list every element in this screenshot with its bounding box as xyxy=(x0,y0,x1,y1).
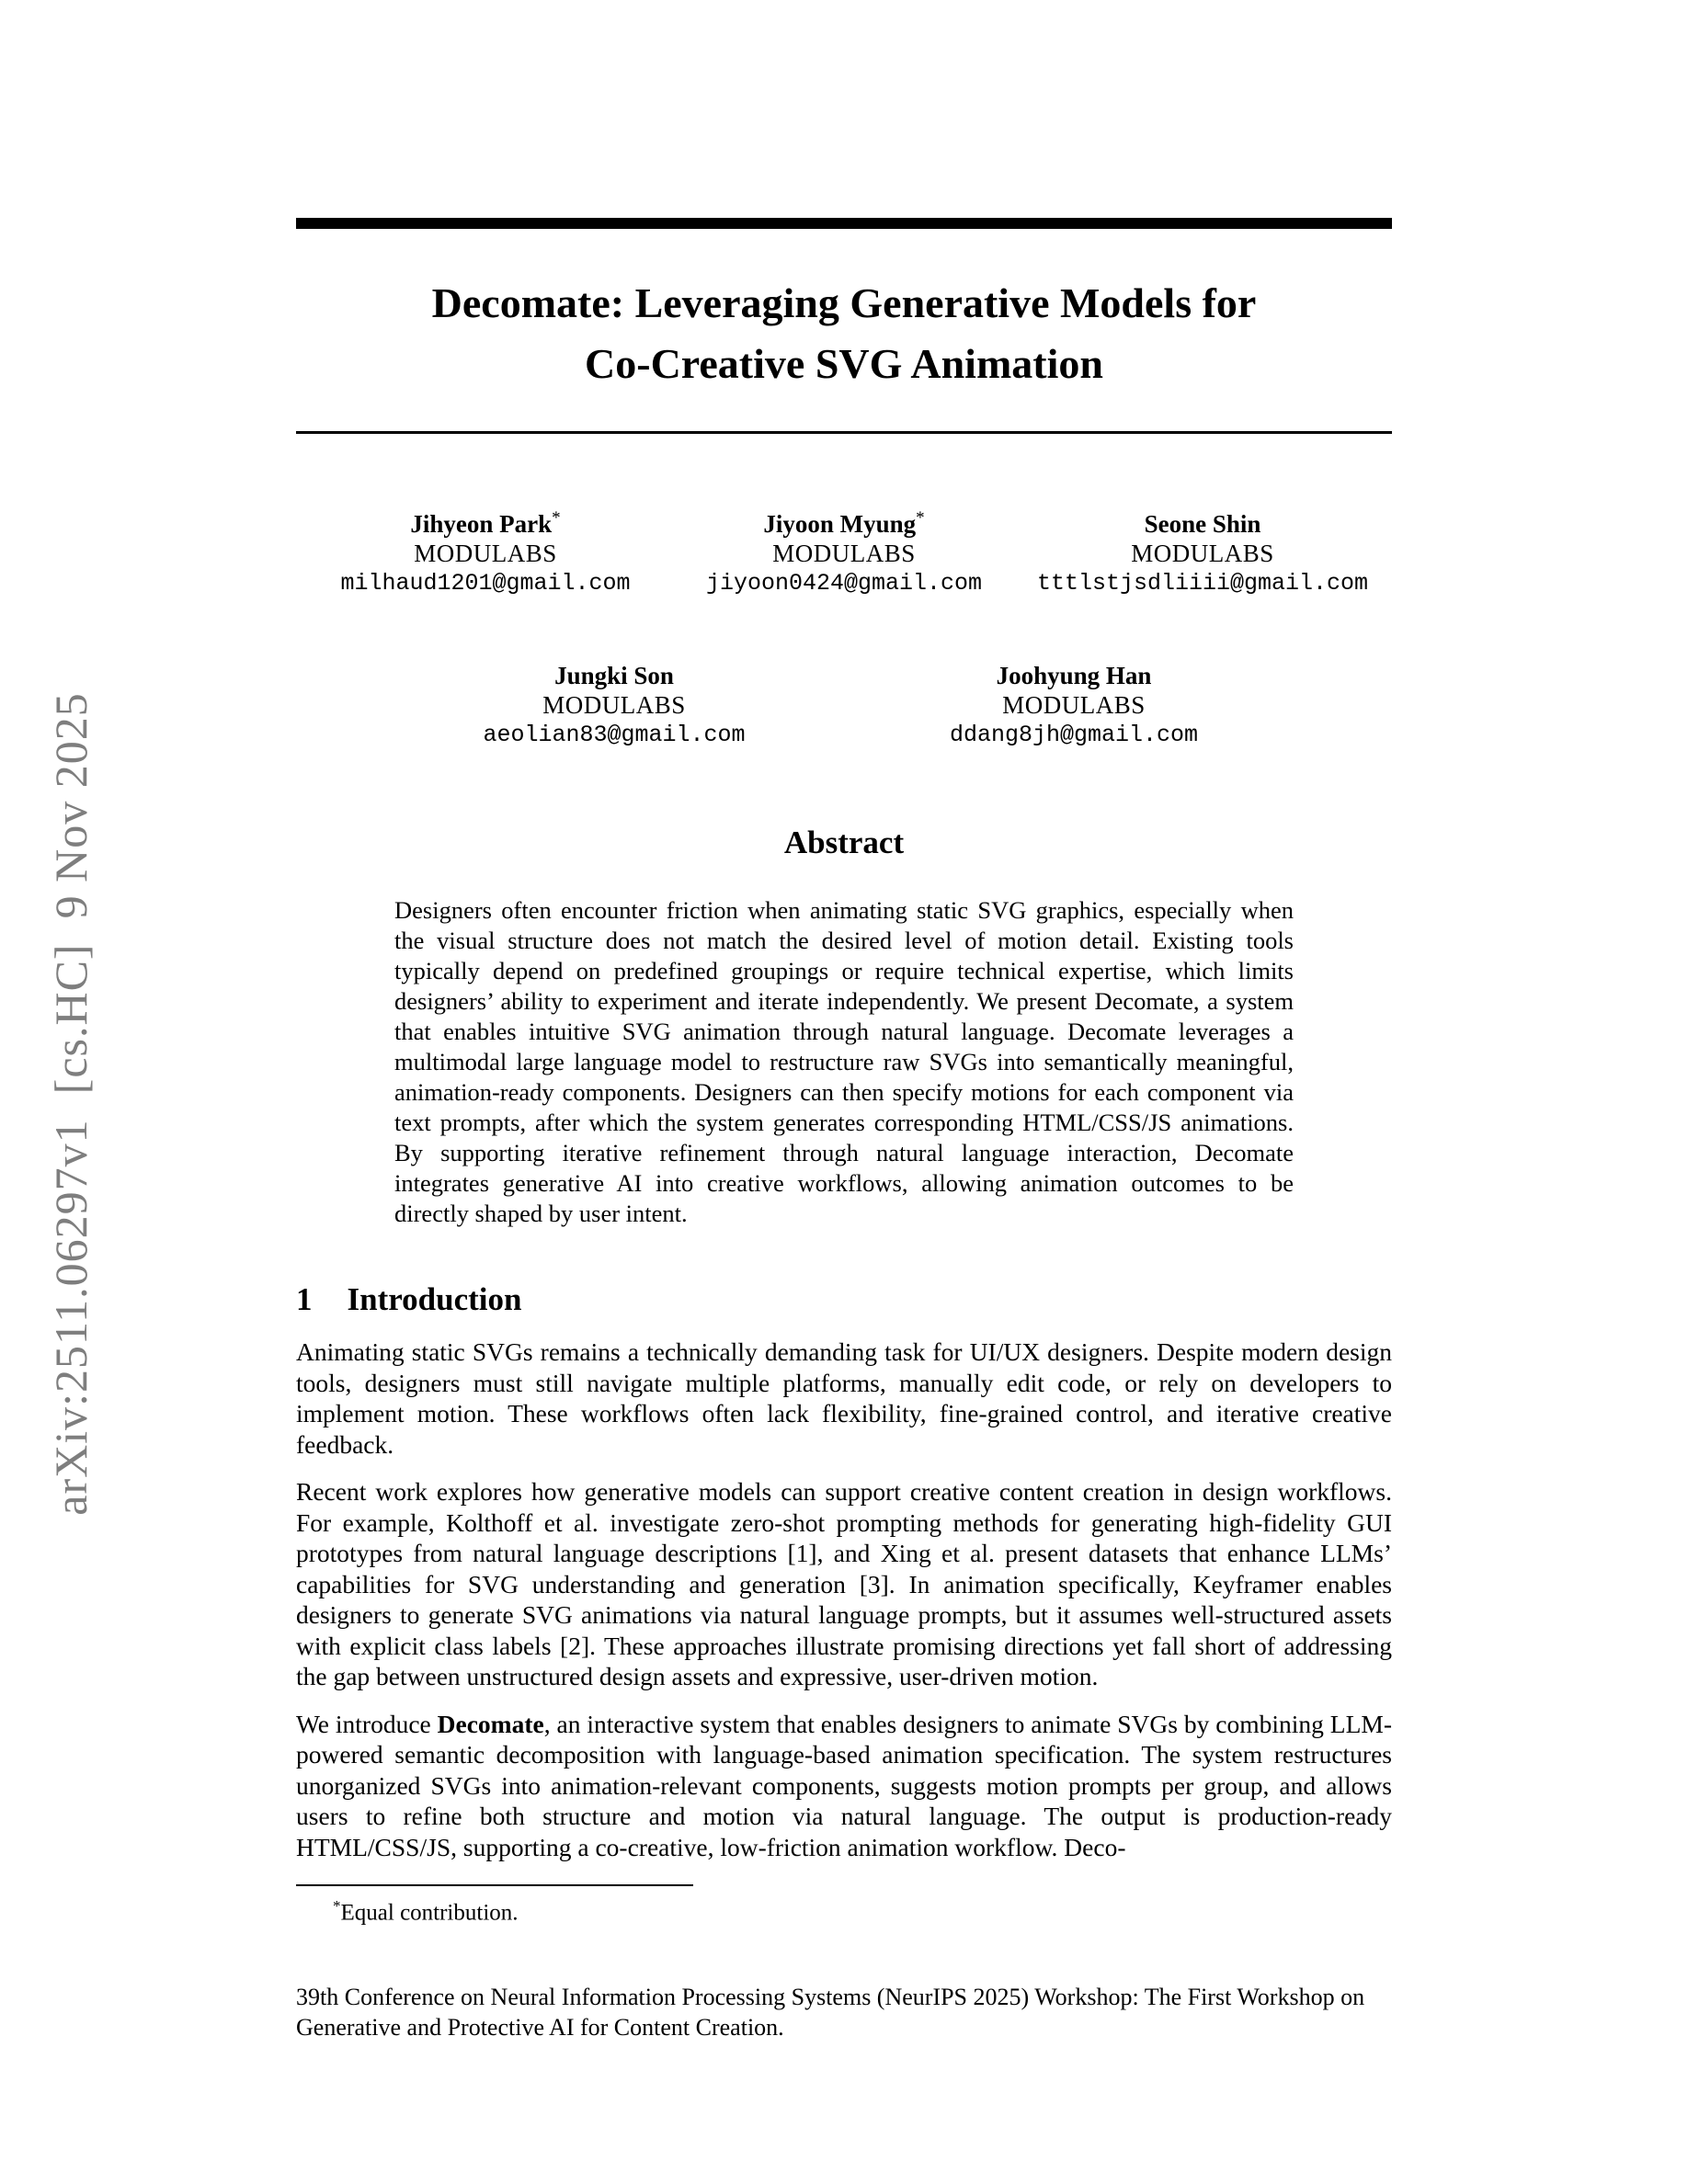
author-block-jihyeon-park xyxy=(306,504,665,598)
arxiv-watermark: arXiv:2511.06297v1 [cs.HC] 9 Nov 2025 xyxy=(45,692,97,1516)
author-name xyxy=(306,504,665,539)
author-name-text: Jiyoon Myung xyxy=(763,510,917,538)
author-email: milhaud1201@gmail.com xyxy=(340,570,631,597)
intro-paragraph-3-pre: We introduce xyxy=(296,1709,438,1738)
section-title: Introduction xyxy=(347,1281,522,1317)
footnote-equal-contribution xyxy=(296,1892,1392,1927)
author-name-text: Jungki Son xyxy=(554,662,674,689)
author-block-seone-shin xyxy=(1023,504,1382,598)
author-name xyxy=(384,655,844,690)
author-email: jiyoon0424@gmail.com xyxy=(705,570,983,597)
author-affiliation: MODULABS xyxy=(772,540,916,567)
conference-footer xyxy=(296,1982,1392,2042)
section-number: 1 xyxy=(296,1281,313,1317)
page-content xyxy=(296,0,1392,2042)
author-block-jiyoon-myung xyxy=(665,504,1023,598)
author-affiliation: MODULABS xyxy=(542,691,686,719)
intro-paragraph-3 xyxy=(296,1709,1392,1863)
author-name-text: Joohyung Han xyxy=(996,662,1152,689)
authors-row-1 xyxy=(306,504,1382,598)
abstract-text: Designers often encounter friction when animating static SVG graphics, especially when the visual structure does not match the desired level of motion detail. Existing tools typically depend on predefined groupings or require technical expertise, which limits designers’ ability to experiment and iterate independently. We present Decomate, a system that enables intuitive SVG animation through natural language. Decomate leverages a multimodal large language model to restructure raw SVGs into semantically meaningful, animation-ready components. Designers can then specify motions for each component via text prompts, after which the system generates corresponding HTML/CSS/JS animations. By supporting iterative refinement through natural language interaction, Decomate integrates generative AI into creative workflows, allowing animation outcomes to be directly shaped by user intent. xyxy=(394,896,1294,1227)
footnote-rule xyxy=(296,1884,693,1886)
conference-footer-line-1: 39th Conference on Neural Information Processing Systems (NeurIPS 2025) Workshop: The First Workshop on xyxy=(296,1984,1365,2011)
author-name xyxy=(665,504,1023,539)
author-block-joohyung-han xyxy=(844,655,1304,750)
abstract-heading: Abstract xyxy=(783,825,905,860)
equal-contribution-mark: * xyxy=(916,508,925,528)
paper-title-line-1: Decomate: Leveraging Generative Models for xyxy=(431,279,1257,326)
author-name-text: Jihyeon Park xyxy=(410,510,553,538)
intro-paragraph-3-post: , an interactive system that enables designers to animate SVGs by combining LLM-powered semantic decomposition with language-based animation specification. The system restructures unorganized SVGs into animation-relevant components, suggests motion prompts per group, and allows users to refine both structure and motion via natural language. The output is production-ready HTML/CSS/JS, supporting a co-creative, low-friction animation workflow. Deco- xyxy=(296,1709,1392,1861)
decomate-bold: Decomate xyxy=(437,1709,544,1738)
author-block-jungki-son xyxy=(384,655,844,750)
conference-footer-line-2: Generative and Protective AI for Content Creation. xyxy=(296,2014,784,2042)
author-email: ddang8jh@gmail.com xyxy=(949,722,1199,748)
author-name xyxy=(1023,504,1382,539)
footnote-mark: * xyxy=(333,1897,341,1915)
author-affiliation: MODULABS xyxy=(414,540,557,567)
equal-contribution-mark: * xyxy=(552,508,561,528)
intro-paragraph-2: Recent work explores how generative models can support creative content creation in design workflows. For example, Kolthoff et al. investigate zero-shot prompting methods for generating high-fidelity GUI prototypes from natural language descriptions [1], and Xing et al. present datasets that enhance LLMs’ capabilities for SVG understanding and generation [3]. In animation specifically, Keyframer enables designers to generate SVG animations via natural language prompts, but it assumes well-structured assets with explicit class labels [2]. These approaches illustrate promising directions yet fall short of addressing the gap between unstructured design assets and expressive, user-driven motion. xyxy=(296,1477,1392,1690)
author-affiliation: MODULABS xyxy=(1002,691,1146,719)
intro-paragraph-1: Animating static SVGs remains a technically demanding task for UI/UX designers. Despite modern design tools, designers must still navigate multiple platforms, manually edit code, or rely on developers to implement motion. These workflows often lack flexibility, fine-grained control, and iterative creative feedback. xyxy=(296,1337,1392,1459)
footnote-text: Equal contribution. xyxy=(340,1900,519,1926)
author-name-text: Seone Shin xyxy=(1144,510,1261,538)
paper-title xyxy=(296,273,1392,394)
section-heading-introduction xyxy=(296,1280,1392,1320)
paper-title-line-2: Co-Creative SVG Animation xyxy=(585,340,1103,387)
author-name xyxy=(844,655,1304,690)
authors-row-2 xyxy=(384,655,1304,750)
author-email: tttlstjsdliiii@gmail.com xyxy=(1036,570,1369,597)
title-rule-top xyxy=(296,218,1392,229)
author-affiliation: MODULABS xyxy=(1131,540,1274,567)
title-rule-bottom xyxy=(296,431,1392,434)
author-email: aeolian83@gmail.com xyxy=(483,722,746,748)
